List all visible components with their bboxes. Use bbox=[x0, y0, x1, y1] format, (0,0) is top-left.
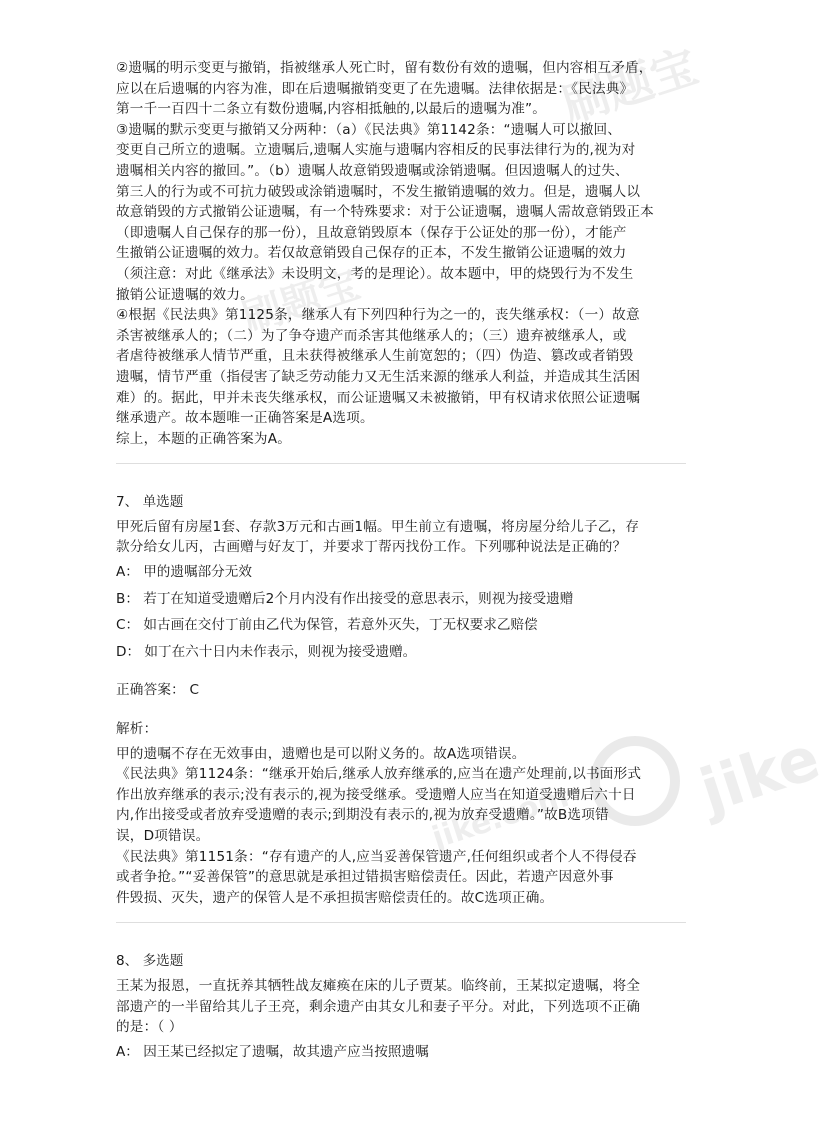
text-line: （须注意：对此《继承法》未设明文，考的是理论）。故本题中，甲的烧毁行为不发生 bbox=[116, 265, 634, 282]
question-stem-line: 部遗产的一半留给其儿子王亮，剩余遗产由其女儿和妻子平分。对此，下列选项不正确 bbox=[116, 998, 641, 1015]
text-line: 生撤销公证遗嘱的效力。若仅故意销毁自己保存的正本，不发生撤销公证遗嘱的效力 bbox=[116, 245, 627, 262]
option-b: B： 若丁在知道受遗赠后2个月内没有作出接受的意思表示，则视为接受遗赠 bbox=[116, 590, 574, 607]
analysis-line: 内,作出接受或者放弃受遗赠的表示;到期没有表示的,视为放弃受遗赠。”故B选项错 bbox=[116, 807, 609, 824]
analysis-line: 或者争抢。”“妥善保管”的意思就是承担过错损害赔偿责任。因此，若遗产因意外事 bbox=[116, 869, 614, 886]
analysis-line: 甲的遗嘱不存在无效事由，遗赠也是可以附义务的。故A选项错误。 bbox=[116, 745, 526, 762]
text-line: 者虐待被继承人情节严重，且未获得被继承人生前宽恕的；（四）伪造、篡改或者销毁 bbox=[116, 348, 634, 365]
question-divider bbox=[116, 463, 686, 464]
analysis-line: 作出放弃继承的表示;没有表示的,视为接受继承。受遗赠人应当在知道受遗赠后六十日 bbox=[116, 786, 636, 803]
analysis-line: 《民法典》第1151条：“存有遗产的人,应当妥善保管遗产,任何组织或者个人不得侵吞 bbox=[116, 848, 637, 865]
text-line: 撤销公证遗嘱的效力。 bbox=[116, 286, 254, 303]
text-line: 杀害被继承人的；（二）为了争夺遗产而杀害其他继承人的；（三）遗弃被继承人，或 bbox=[116, 327, 627, 344]
content-column bbox=[116, 58, 688, 1068]
analysis-line: 误，D项错误。 bbox=[116, 828, 210, 844]
text-line: 第三人的行为或不可抗力破毁或涂销遗嘱时，不发生撤销遗嘱的效力。但是，遗嘱人以 bbox=[116, 183, 641, 200]
text-line: 继承遗产。故本题唯一正确答案是A选项。 bbox=[116, 410, 374, 427]
option-d: D： 如丁在六十日内未作表示，则视为接受遗赠。 bbox=[116, 643, 417, 660]
question-header: 8、 多选题 bbox=[116, 953, 184, 970]
text-line: 遗嘱，情节严重（指侵害了缺乏劳动能力又无生活来源的继承人利益，并造成其生活困 bbox=[116, 368, 641, 385]
analysis-label: 解析： bbox=[116, 721, 158, 738]
analysis-line: 《民法典》第1124条：“继承开始后,继承人放弃继承的,应当在遗产处理前,以书面形式 bbox=[116, 766, 642, 783]
text-line: （即遗嘱人自己保存的那一份），且故意销毁原本（保存于公证处的那一份），才能产 bbox=[116, 224, 627, 241]
text-line: 难）的。据此，甲并未丧失继承权，而公证遗嘱又未被撤销，甲有权请求依照公证遗嘱 bbox=[116, 389, 641, 406]
text-line: ④根据《民法典》第1125条，继承人有下列四种行为之一的，丧失继承权：（一）故意 bbox=[116, 307, 640, 324]
question-stem-line: 甲死后留有房屋1套、存款3万元和古画1幅。甲生前立有遗嘱，将房屋分给儿子乙，存 bbox=[116, 518, 640, 535]
text-line: ③遗嘱的默示变更与撤销又分两种：（a）《民法典》第1142条：“遗嘱人可以撤回、 bbox=[116, 121, 622, 138]
question-stem-line: 的是：（ ） bbox=[116, 1019, 183, 1036]
text-line: ②遗嘱的明示变更与撤销，指被继承人死亡时，留有数份有效的遗嘱，但内容相互矛盾， bbox=[116, 60, 653, 76]
text-line: 变更自己所立的遗嘱。立遗嘱后,遗嘱人实施与遗嘱内容相反的民事法律行为的,视为对 bbox=[116, 142, 636, 159]
question-8 bbox=[116, 951, 688, 1062]
watermark-text: 刷题宝 bbox=[555, 38, 704, 133]
text-line: 第一千一百四十二条立有数份遗嘱,内容相抵触的,以最后的遗嘱为准”。 bbox=[116, 101, 547, 118]
question-divider bbox=[116, 922, 686, 923]
text-line: 故意销毁的方式撤销公证遗嘱，有一个特殊要求：对于公证遗嘱，遗嘱人需故意销毁正本 bbox=[116, 204, 654, 221]
correct-answer: 正确答案： C bbox=[116, 682, 200, 699]
text-line: 应以在后遗嘱的内容为准，即在后遗嘱撤销变更了在先遗嘱。法律依据是：《民法典》 bbox=[116, 80, 634, 97]
option-a: A： 因王某已经拟定了遗嘱，故其遗产应当按照遗嘱 bbox=[116, 1043, 429, 1060]
question-stem-line: 款分给女儿丙，古画赠与好友丁，并要求丁帮丙找份工作。下列哪种说法是正确的？ bbox=[116, 539, 627, 556]
watermark-text: jike bbox=[692, 723, 828, 827]
option-c: C： 如古画在交付丁前由乙代为保管，若意外灭失，丁无权要求乙赔偿 bbox=[116, 617, 538, 634]
summary-line: 综上，本题的正确答案为A。 bbox=[116, 430, 292, 447]
q6-explanation bbox=[116, 58, 688, 449]
question-header: 7、 单选题 bbox=[116, 494, 184, 511]
text-line: 遗嘱相关内容的撤回。”。（b）遗嘱人故意销毁遗嘱或涂销遗嘱。但因遗嘱人的过失、 bbox=[116, 162, 629, 179]
question-7 bbox=[116, 492, 688, 908]
option-a: A： 甲的遗嘱部分无效 bbox=[116, 564, 252, 581]
watermark-text: 刷题宝 bbox=[236, 261, 366, 343]
question-stem-line: 王某为报恩，一直抚养其牺牲战友瘫痪在床的儿子贾某。临终前，王某拟定遗嘱，将全 bbox=[116, 977, 641, 994]
watermark-text: jike.com bbox=[428, 779, 574, 856]
analysis-line: 件毁损、灭失，遗产的保管人是不承担损害赔偿责任的。故C选项正确。 bbox=[116, 889, 554, 906]
